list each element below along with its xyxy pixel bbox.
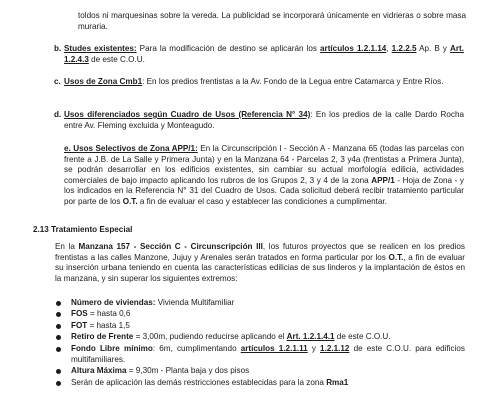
bullet-icon <box>56 347 61 352</box>
item-c-title: Usos de Zona Cmb1 <box>64 77 143 86</box>
item-b-studes-existentes: b. Studes existentes: Para la modificación de destino se aplicarán los artículos 1.2.1.14, 1.2.2.5 Ap. B y Art. 1.2.4.3 de este C.O.U. <box>54 44 465 64</box>
list-item-demas-restricciones: Serán de aplicación las demás restricciones establecidas para la zona Rma1 <box>55 378 465 389</box>
bullet-icon <box>56 381 61 386</box>
ref-article-1-2-1-11[interactable]: artículos 1.2.1.11 <box>240 343 308 353</box>
section-heading-2-13: 2.13 Tratamiento Especial <box>33 225 133 234</box>
bullet-icon <box>56 369 61 374</box>
item-c-usos-zona-cmb1: c. Usos de Zona Cmb1: En los predios frentistas a la Av. Fondo de la Legua entre Catamarca y Entre Ríos. <box>54 77 444 86</box>
item-d-title: Usos diferenciados según Cuadro de Usos (Referencia N° 34) <box>64 110 311 119</box>
restrictions-list <box>55 298 465 389</box>
bullet-icon <box>56 335 61 340</box>
list-item-retiro-frente: Retiro de Frente = 3,00m, pudiendo reducirse aplicando el Art. 1.2.1.4.1 de este C.O.U. <box>55 332 465 343</box>
bullet-icon <box>56 324 61 329</box>
bullet-icon <box>56 301 61 306</box>
list-item-numero-viviendas: Número de viviendas: Vivienda Multifamiliar <box>55 298 465 309</box>
section-paragraph: En la Manzana 157 - Sección C - Circunscripción III, los futuros proyectos que se realicen en los predios frentistas a las calles Manzone, Jujuy y Arenales serán tratados en forma particular por los O.T., a fin de evaluar su inserción urbana teniendo en cuenta las características edilicias de sus linderos y la implantación de éstos en la manzana, y sin superar los siguientes extremos: <box>55 242 465 283</box>
list-item-fondo-libre: Fondo Libre mínimo: 6m, cumplimentando artículos 1.2.1.11 y 1.2.1.12 de este C.O.U. para edificios multifamiliares. <box>55 344 465 365</box>
ref-article-1-2-1-14[interactable]: artículos 1.2.1.14 <box>320 44 387 53</box>
ref-article-1-2-1-4-1[interactable]: Art. 1.2.1.4.1 <box>286 332 335 342</box>
intro-paragraph: toldos ni marquesinas sobre la vereda. La publicidad se incorporará únicamente en vidrieras o sobre masa muraria. <box>78 11 466 31</box>
item-b-title: Studes existentes: <box>64 44 137 53</box>
bullet-icon <box>56 312 61 317</box>
ref-article-1-2-4-3[interactable]: Art. 1.2.4.3 <box>64 44 465 64</box>
item-e-title: e. Usos Selectivos de Zona APP/1: <box>64 144 198 153</box>
list-item-fos: FOS = hasta 0,6 <box>55 309 465 320</box>
item-e-usos-selectivos: e. Usos Selectivos de Zona APP/1: En la Circunscripción I - Sección A - Manzana 65 (todas las parcelas con frente a J.B. de La Salle y Primera Junta) y en la Manzana 64 - Parcelas 2, 3 y4a (frentistas a Primera Junta), se podrán desarrollar en los edificios existentes, sin cambiar su actual morfología edilicia, actividades comerciales de bajo impacto aplicando los rubros de los Grupos 2, 3 y 4 de la zona APP/1 - Hoja de Zona - y los indicados en la Referencia N° 31 del Cuadro de Usos. Cada solicitud deberá recibir tratamiento particular por parte de los O.T. a fin de evaluar el caso y establecer las condiciones a cumplimentar. <box>64 144 465 206</box>
list-item-fot: FOT = hasta 1,5 <box>55 321 465 332</box>
list-item-altura-maxima: Altura Máxima = 9,30m - Planta baja y dos pisos <box>55 366 465 377</box>
item-d-usos-diferenciados: d. Usos diferenciados según Cuadro de Usos (Referencia N° 34): En los predios de la calle Dardo Rocha entre Av. Fleming excluida y Monteagudo. <box>54 110 464 130</box>
ref-article-1-2-2-5[interactable]: 1.2.2.5 <box>391 44 417 53</box>
ref-article-1-2-1-12[interactable]: 1.2.1.12 <box>320 343 350 353</box>
